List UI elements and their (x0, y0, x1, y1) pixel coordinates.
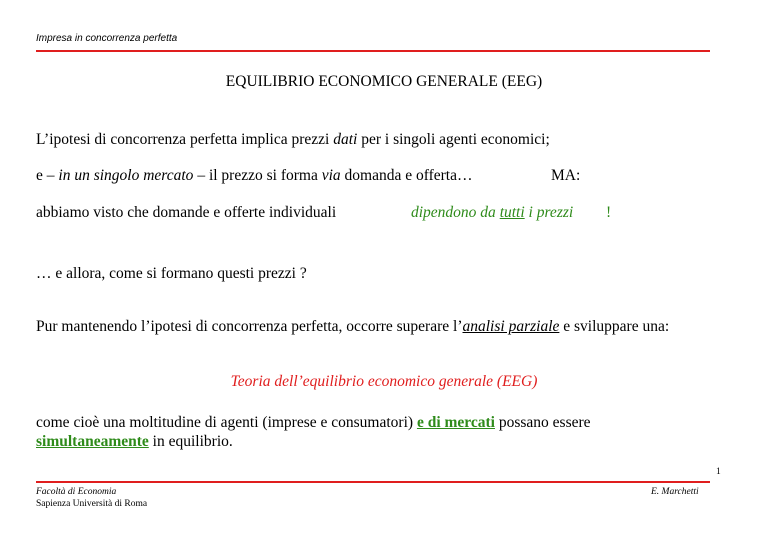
text-line-3: abbiamo visto che domande e offerte individuali (36, 204, 337, 221)
text-segment: L’ipotesi di concorrenza perfetta implica prezzi (36, 131, 334, 148)
text-segment: dipendono da (411, 204, 500, 221)
text-line-3-highlight (411, 204, 573, 222)
footer-rule (36, 481, 710, 483)
text-emphasis: e di mercati (416, 414, 495, 431)
text-segment: in equilibrio. (148, 433, 233, 450)
ma-label: MA: (551, 167, 581, 184)
slide-title: EQUILIBRIO ECONOMICO GENERALE (EEG) (225, 73, 543, 90)
text-line-5 (36, 318, 669, 336)
text-emphasis: in un singolo mercato (58, 167, 194, 184)
text-segment: domanda e offerta… (340, 167, 473, 184)
text-segment: per i singoli agenti economici; (357, 131, 550, 148)
text-segment: e – (36, 167, 59, 184)
text-segment: come cioè una moltitudine di agenti (imprese e consumatori) (36, 414, 417, 431)
footer-university: Sapienza Università di Roma (36, 499, 148, 509)
text-emphasis: simultaneamente (36, 433, 149, 450)
text-line-6 (36, 414, 591, 432)
text-line-4: … e allora, come si formano questi prezzi ? (36, 265, 307, 282)
text-segment: – il prezzo si forma (193, 167, 322, 184)
text-emphasis: analisi parziale (462, 318, 560, 335)
text-line-2 (36, 167, 472, 185)
exclamation: ! (606, 204, 612, 221)
header-title: Impresa in concorrenza perfetta (36, 33, 178, 44)
text-segment: e sviluppare una: (559, 318, 670, 335)
text-segment: Pur mantenendo l’ipotesi di concorrenza perfetta, occorre superare l’ (36, 318, 463, 335)
text-underlined: tutti (499, 204, 525, 221)
footer-author: E. Marchetti (651, 487, 699, 497)
text-segment: i prezzi (524, 204, 574, 221)
text-emphasis: via (321, 167, 341, 184)
text-emphasis: dati (333, 131, 358, 148)
subtitle: Teoria dell’equilibrio economico generale (EEG) (230, 373, 538, 390)
footer-faculty: Facoltà di Economia (36, 487, 117, 497)
text-line-1 (36, 131, 550, 149)
page-number: 1 (716, 467, 721, 477)
text-segment: possano essere (494, 414, 591, 431)
text-line-7 (36, 433, 233, 451)
header-rule (36, 50, 710, 52)
